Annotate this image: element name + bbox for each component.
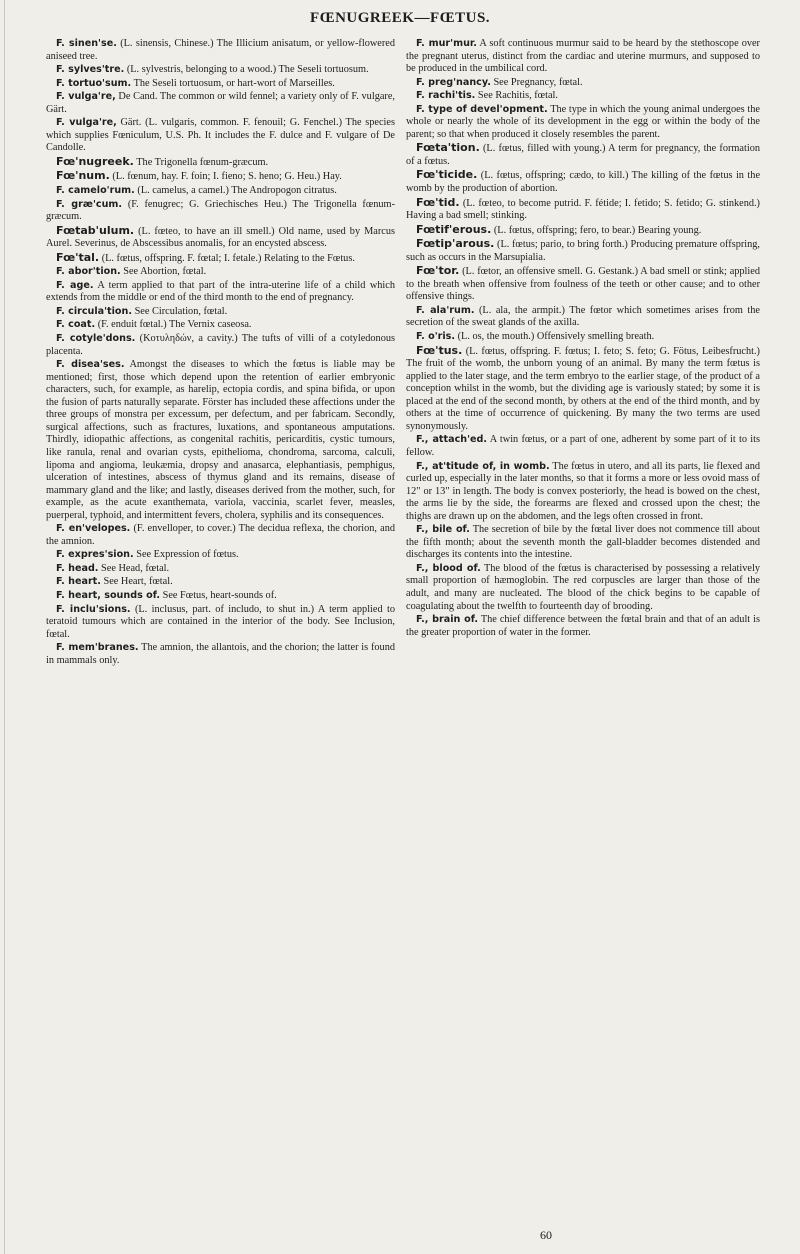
entry-headword: F. circula'tion. [56,305,132,317]
entry-headword: F., at'titude of, in womb. [416,460,550,472]
entry-headword: F. abor'tion. [56,266,121,278]
dictionary-entry [46,252,395,266]
entry-headword: Fœ'num. [56,169,110,183]
dictionary-entry [46,590,395,603]
dictionary-entry [46,280,395,305]
entry-definition: (L. inclusus, part. of includo, to shut in.) A term applied to teratoid tumours which are contained in the interior of the body. See Inclusion, fœtal. [46,603,396,640]
entry-headword: F. heart, sounds of. [56,589,161,601]
dictionary-entry [406,614,760,639]
entry-definition: (L. fœtus, offspring. F. fœtus; I. feto; S. feto; G. Fötus, Leibesfrucht.) The fruit of the womb, the unborn young of an animal. By many the term fœtus is applied to the later stage, and the term embryo to the earlier stage, of the product of a conception whilst in the womb, but the dividing age is variously stated; by some it is placed at the end of the second month, by others at the end of the third month, and by others at the time of occurrence of quickening. By many the two terms are used synonymously. [406,345,760,432]
dictionary-entry [406,345,760,434]
entry-headword: F., bile of. [416,524,470,536]
entry-definition: The fœtus in utero, and all its parts, lie flexed and curled up, especially in the later months, so that it forms a more or less ovoid mass of 12" or 13" in length. The body is convex posteriorly, the head is bowed on the chest, the arms lie by the side, the forearms are flexed and crossed upon the chest; the thighs are drawn up on the abdomen, and the legs often crossed in front. [406,460,760,522]
entry-headword: F. vulga're, [56,91,116,103]
dictionary-entry [46,319,395,332]
entry-definition: (L. fœtor, an offensive smell. G. Gestank.) A bad smell or stink; applied to the breath when offensive from foulness of the teeth or other cause; and to other offensive things. [406,266,760,303]
dictionary-entry [46,604,395,642]
entry-definition: (L. fœteo, to have an ill smell.) Old name, used by Marcus Aurel. Severinus, de Abscessibus anomalis, for an encysted abscess. [46,225,395,250]
entry-headword: F., brain of. [416,614,479,626]
entry-definition: See Abortion, fœtal. [123,266,207,278]
dictionary-entry [406,305,760,330]
page-number: 60 [540,1228,552,1242]
dictionary-entry [406,331,760,344]
entry-definition: See Head, fœtal. [101,562,170,574]
entry-definition: See Heart, fœtal. [103,576,173,588]
entry-definition: The type in which the young animal undergoes the whole or nearly the whole of its development in the egg or within the body of the parent; so that when produced it closely resembles the parent. [406,103,760,140]
dictionary-entry [46,64,395,77]
left-column [46,38,395,668]
dictionary-entry [46,170,395,184]
entry-definition: See Circulation, fœtal. [134,305,228,317]
dictionary-entry [46,549,395,562]
entry-definition: (L. sinensis, Chinese.) The Illicium anisatum, or yellow-flowered aniseed tree. [46,38,396,62]
dictionary-entry [406,90,760,103]
entry-headword: F. rachi'tis. [416,90,476,102]
dictionary-entry [46,156,395,170]
dictionary-entry [46,642,395,667]
entry-definition: See Fœtus, heart-sounds of. [162,589,277,601]
dictionary-entry [46,225,395,251]
entry-definition: A soft continuous murmur said to be heard by the stethoscope over the pregnant uterus, distinct from the cardiac and uterine murmurs, and supposed to be produced in the umbilical cord. [406,38,760,75]
running-header: FŒNUGREEK—FŒTUS. [309,10,491,26]
entry-headword: F. vulga're, [56,117,117,129]
dictionary-entry [46,266,395,279]
dictionary-entry [46,91,395,116]
page-edge-shadow [4,0,5,1254]
entry-headword: Fœ'tid. [416,195,460,209]
entry-definition: A term applied to that part of the intra-uterine life of a child which extends from the middle or end of the third month to the end of pregnancy. [46,279,395,304]
entry-definition: (L. fœnum, hay. F. foin; I. fieno; S. heno; G. Heu.) Hay. [112,171,342,183]
entry-headword: Fœtab'ulum. [56,223,135,237]
entry-definition: See Rachitis, fœtal. [477,90,558,102]
dictionary-entry [46,199,395,224]
entry-headword: F. tortuo'sum. [56,77,132,89]
entry-definition: (F. fenugrec; G. Griechisches Heu.) The Trigonella fœnum-græcum. [46,198,395,223]
dictionary-entry [46,359,395,522]
entry-headword: Fœtip'arous. [416,237,495,251]
entry-headword: F., blood of. [416,562,481,574]
entry-headword: F. camelo'rum. [56,185,135,197]
entry-definition: (L. fœteo, to become putrid. F. fétide; I. fetido; S. fetido; G. stinkend.) Having a bad smell; stinking. [406,197,760,222]
dictionary-entry [46,117,395,155]
entry-definition: (L. fœtus; pario, to bring forth.) Producing premature offspring, such as occurs in the Marsupialia. [406,239,761,263]
entry-definition: (L. fœtus, filled with young.) A term for pregnancy, the formation of a fœtus. [406,143,760,167]
dictionary-entry [406,238,760,264]
entry-definition: (F. envelloper, to cover.) The decidua reflexa, the chorion, and the amnion. [46,523,396,547]
entry-definition: The Trigonella fœnum-græcum. [136,156,269,168]
entry-headword: F. mem'branes. [56,642,139,654]
entry-headword: F. sylves'tre. [56,64,125,76]
dictionary-entry [406,224,760,238]
dictionary-entry [46,38,395,63]
entry-headword: F. græ'cum. [56,198,123,210]
entry-headword: F. en'velopes. [56,523,131,535]
entry-headword: F. preg'nancy. [416,76,491,88]
entry-definition: (F. enduit fœtal.) The Vernix caseosa. [97,319,252,331]
entry-headword: F. disea'ses. [56,359,125,371]
dictionary-entry [406,434,760,459]
dictionary-entry [406,563,760,613]
dictionary-entry [46,78,395,91]
entry-definition: (L. ala, the armpit.) The fœtor which sometimes arises from the secretion of the sweat glands of the axilla. [406,304,760,329]
dictionary-entry [406,38,760,76]
entry-headword: Fœ'ticide. [416,168,478,182]
entry-headword: F. head. [56,562,99,574]
entry-headword: Fœ'tal. [56,250,100,264]
dictionary-entry [406,461,760,524]
entry-definition: (Κοτυληδών, a cavity.) The tufts of villi of a cotyledonous placenta. [46,333,396,357]
entry-headword: Fœ'tus. [416,343,463,357]
dictionary-entry [406,524,760,562]
dictionary-entry [46,576,395,589]
dictionary-entry [46,563,395,576]
entry-definition: (L. fœtus, offspring; cædo, to kill.) The killing of the fœtus in the womb by the production of abortion. [406,170,761,195]
entry-headword: Fœ'tor. [416,264,460,278]
entry-definition: (L. os, the mouth.) Offensively smelling breath. [457,331,655,343]
dictionary-entry [406,142,760,168]
dictionary-entry [46,523,395,548]
entry-headword: F. inclu'sions. [56,603,131,615]
dictionary-entry [406,197,760,223]
dictionary-entry [406,169,760,195]
entry-headword: F. sinen'se. [56,38,117,49]
entry-headword: F. cotyle'dons. [56,333,136,345]
right-column [406,38,760,640]
dictionary-entry [406,104,760,142]
dictionary-entry [46,333,395,358]
entry-headword: Fœtif'erous. [416,222,492,236]
entry-definition: The amnion, the allantois, and the chorion; the latter is found in mammals only. [46,642,395,666]
entry-definition: See Pregnancy, fœtal. [493,76,583,88]
entry-headword: Fœta'tion. [416,141,480,155]
entry-definition: (L. sylvestris, belonging to a wood.) The Seseli tortuosum. [126,64,369,76]
entry-definition: Amongst the diseases to which the fœtus is liable may be mentioned; first, those which depend upon the retention of earlier embryonic characters, such, for example, as harelip, ectopia cordis, and spina bifida, or upon the fusion of parts naturally separate. Förster has included these affections under the three groups of monstra per excessum, per defectum, and per fabricam. Secondly, surgical affections, such as fractures, luxations, and spontaneous amputations. Thirdly, idiopathic affections, as congenital rachitis, pericarditis, cystic tumours, like ranula, renal and ovarian cysts, epithelioma, chondroma, sarcoma, calculi, lipoma and angioma, leukæmia, dropsy and anasarca, elephantiasis, pemphigus, ulceration of intestines, abscess of thymus gland and its remains, disease of mammary gland and the like; and lastly, diseases derived from the mother, such, for example, as the acute exanthemata, variola, vaccinia, scarlet fever, measles, puerperal, typhoid, and intermittent fevers, cholera, syphilis and its consequences. [46,359,395,521]
entry-headword: F. coat. [56,319,96,331]
entry-definition: The blood of the fœtus is characterised by possessing a relatively small proportion of hæmoglobin. The red corpuscles are larger than those of the adult, and many are nucleated. The blood of the chick begins to be capable of coagulating about the twelfth to fourteenth day of brooding. [406,562,761,612]
entry-headword: F. mur'mur. [416,38,477,49]
entry-definition: Gärt. (L. vulgaris, common. F. fenouil; G. Fenchel.) The species which supplies Fœniculum, U.S. Ph. It includes the F. dulce and F. vulgare of De Candolle. [46,117,395,154]
entry-definition: The chief difference between the fœtal brain and that of an adult is the greater proportion of water in the former. [406,614,761,638]
entry-headword: F., attach'ed. [416,434,488,446]
entry-definition: (L. camelus, a camel.) The Andropogon citratus. [137,185,337,197]
dictionary-entry [46,306,395,319]
dictionary-entry [46,185,395,198]
entry-definition: De Cand. The common or wild fennel; a variety only of F. vulgare, Gärt. [46,91,395,115]
entry-definition: The secretion of bile by the fœtal liver does not commence till about the fifth month; about the seventh month the gall-bladder becomes distended and discharges its contents into the intestine. [406,524,760,561]
entry-headword: F. o'ris. [416,331,456,343]
entry-definition: See Expression of fœtus. [136,549,239,561]
entry-headword: F. age. [56,279,94,291]
entry-headword: Fœ'nugreek. [56,154,134,168]
entry-headword: F. expres'sion. [56,549,134,561]
entry-headword: F. ala'rum. [416,304,475,316]
entry-headword: F. heart. [56,576,101,588]
dictionary-entry [406,77,760,90]
entry-definition: (L. fœtus, offspring; fero, to bear.) Bearing young. [493,224,702,236]
entry-definition: (L. fœtus, offspring. F. fœtal; I. fetale.) Relating to the Fœtus. [101,252,355,264]
entry-definition: A twin fœtus, or a part of one, adherent by some part of it to its fellow. [406,434,760,458]
entry-headword: F. type of devel'opment. [416,103,548,115]
dictionary-entry [406,265,760,304]
entry-definition: The Seseli tortuosum, or hart-wort of Marseilles. [133,77,335,89]
